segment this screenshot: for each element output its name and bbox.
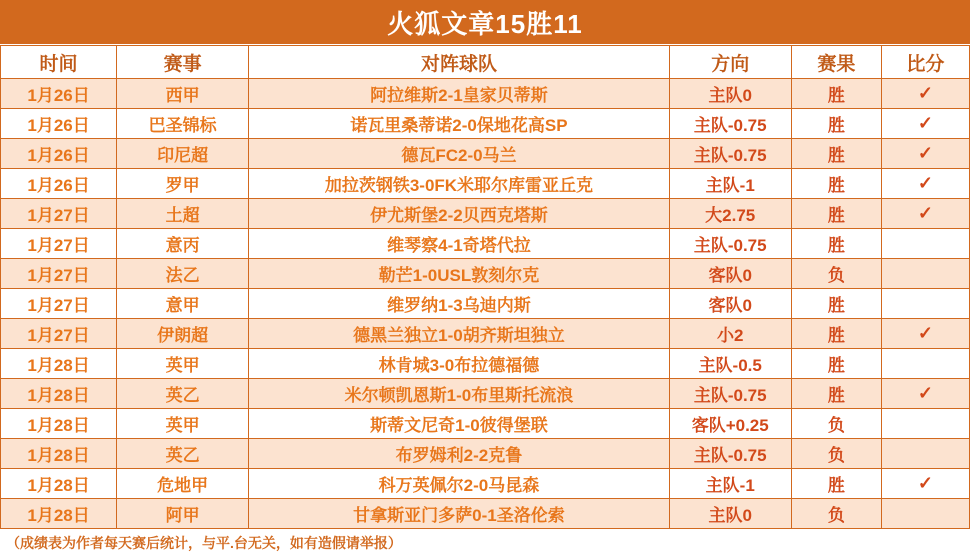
cell-match: 阿拉维斯2-1皇家贝蒂斯 [249, 79, 669, 109]
cell-date: 1月28日 [1, 499, 117, 529]
cell-result: 胜 [791, 379, 881, 409]
cell-match: 伊尤斯堡2-2贝西克塔斯 [249, 199, 669, 229]
cell-result: 胜 [791, 169, 881, 199]
cell-direction: 主队-0.75 [669, 229, 791, 259]
cell-date: 1月27日 [1, 199, 117, 229]
cell-match: 甘拿斯亚门多萨0-1圣洛伦索 [249, 499, 669, 529]
cell-direction: 客队+0.25 [669, 409, 791, 439]
table-row [1, 289, 970, 319]
cell-date: 1月26日 [1, 109, 117, 139]
cell-result: 胜 [791, 469, 881, 499]
column-header-teams: 对阵球队 [249, 46, 669, 79]
cell-result: 胜 [791, 289, 881, 319]
table-row [1, 259, 970, 289]
cell-score [881, 409, 969, 439]
cell-result: 负 [791, 499, 881, 529]
cell-league: 英甲 [117, 409, 249, 439]
cell-date: 1月27日 [1, 319, 117, 349]
table-row [1, 499, 970, 529]
table-row [1, 109, 970, 139]
table-row [1, 229, 970, 259]
cell-date: 1月28日 [1, 379, 117, 409]
cell-score [881, 259, 969, 289]
cell-match: 林肯城3-0布拉德福德 [249, 349, 669, 379]
table-row [1, 379, 970, 409]
cell-league: 巴圣锦标 [117, 109, 249, 139]
cell-score [881, 229, 969, 259]
table-row [1, 319, 970, 349]
cell-score [881, 289, 969, 319]
cell-score: ✓ [881, 109, 969, 139]
cell-direction: 主队-0.75 [669, 139, 791, 169]
table-row [1, 439, 970, 469]
cell-score [881, 439, 969, 469]
cell-result: 负 [791, 259, 881, 289]
column-header-result: 赛果 [791, 46, 881, 79]
cell-result: 胜 [791, 319, 881, 349]
cell-match: 维罗纳1-3乌迪内斯 [249, 289, 669, 319]
cell-direction: 主队0 [669, 79, 791, 109]
table-row [1, 409, 970, 439]
cell-match: 布罗姆利2-2克鲁 [249, 439, 669, 469]
cell-match: 诺瓦里桑蒂诺2-0保地花高SP [249, 109, 669, 139]
cell-date: 1月28日 [1, 469, 117, 499]
cell-date: 1月26日 [1, 139, 117, 169]
cell-score [881, 349, 969, 379]
cell-direction: 客队0 [669, 259, 791, 289]
cell-score [881, 499, 969, 529]
cell-result: 负 [791, 439, 881, 469]
cell-date: 1月26日 [1, 169, 117, 199]
cell-direction: 主队0 [669, 499, 791, 529]
cell-match: 加拉茨钢铁3-0FK米耶尔库雷亚丘克 [249, 169, 669, 199]
cell-league: 危地甲 [117, 469, 249, 499]
cell-league: 土超 [117, 199, 249, 229]
table-header-row [1, 46, 970, 79]
table-row [1, 349, 970, 379]
cell-league: 印尼超 [117, 139, 249, 169]
cell-match: 勒芒1-0USL敦刻尔克 [249, 259, 669, 289]
cell-league: 英乙 [117, 439, 249, 469]
cell-league: 伊朗超 [117, 319, 249, 349]
column-header-score: 比分 [881, 46, 969, 79]
cell-league: 英乙 [117, 379, 249, 409]
footer-note: （成绩表为作者每天赛后统计，与平.台无关，如有造假请举报） [0, 529, 970, 557]
table-row [1, 79, 970, 109]
cell-league: 意丙 [117, 229, 249, 259]
column-header-time: 时间 [1, 46, 117, 79]
cell-date: 1月27日 [1, 259, 117, 289]
cell-score: ✓ [881, 469, 969, 499]
table-row [1, 139, 970, 169]
column-header-direction: 方向 [669, 46, 791, 79]
cell-match: 维琴察4-1奇塔代拉 [249, 229, 669, 259]
cell-direction: 主队-0.75 [669, 439, 791, 469]
cell-match: 斯蒂文尼奇1-0彼得堡联 [249, 409, 669, 439]
cell-date: 1月28日 [1, 409, 117, 439]
cell-direction: 主队-0.75 [669, 109, 791, 139]
table-row [1, 199, 970, 229]
cell-score: ✓ [881, 199, 969, 229]
cell-match: 科万英佩尔2-0马昆森 [249, 469, 669, 499]
cell-result: 胜 [791, 79, 881, 109]
cell-result: 胜 [791, 139, 881, 169]
cell-date: 1月28日 [1, 439, 117, 469]
cell-league: 意甲 [117, 289, 249, 319]
table-body [1, 79, 970, 529]
cell-result: 胜 [791, 229, 881, 259]
cell-score: ✓ [881, 139, 969, 169]
cell-score: ✓ [881, 379, 969, 409]
table-row [1, 169, 970, 199]
cell-match: 德瓦FC2-0马兰 [249, 139, 669, 169]
cell-result: 负 [791, 409, 881, 439]
cell-match: 米尔顿凯恩斯1-0布里斯托流浪 [249, 379, 669, 409]
cell-match: 德黑兰独立1-0胡齐斯坦独立 [249, 319, 669, 349]
cell-score: ✓ [881, 169, 969, 199]
cell-league: 西甲 [117, 79, 249, 109]
cell-league: 法乙 [117, 259, 249, 289]
cell-direction: 客队0 [669, 289, 791, 319]
cell-league: 阿甲 [117, 499, 249, 529]
cell-date: 1月27日 [1, 229, 117, 259]
cell-result: 胜 [791, 109, 881, 139]
cell-score: ✓ [881, 319, 969, 349]
cell-direction: 小2 [669, 319, 791, 349]
cell-score: ✓ [881, 79, 969, 109]
cell-date: 1月27日 [1, 289, 117, 319]
cell-result: 胜 [791, 199, 881, 229]
cell-league: 罗甲 [117, 169, 249, 199]
column-header-league: 赛事 [117, 46, 249, 79]
cell-league: 英甲 [117, 349, 249, 379]
cell-direction: 主队-1 [669, 169, 791, 199]
page-title: 火狐文章15胜11 [0, 0, 970, 45]
results-table [0, 45, 970, 529]
cell-direction: 大2.75 [669, 199, 791, 229]
cell-date: 1月28日 [1, 349, 117, 379]
cell-date: 1月26日 [1, 79, 117, 109]
cell-direction: 主队-0.5 [669, 349, 791, 379]
cell-result: 胜 [791, 349, 881, 379]
cell-direction: 主队-1 [669, 469, 791, 499]
table-row [1, 469, 970, 499]
cell-direction: 主队-0.75 [669, 379, 791, 409]
